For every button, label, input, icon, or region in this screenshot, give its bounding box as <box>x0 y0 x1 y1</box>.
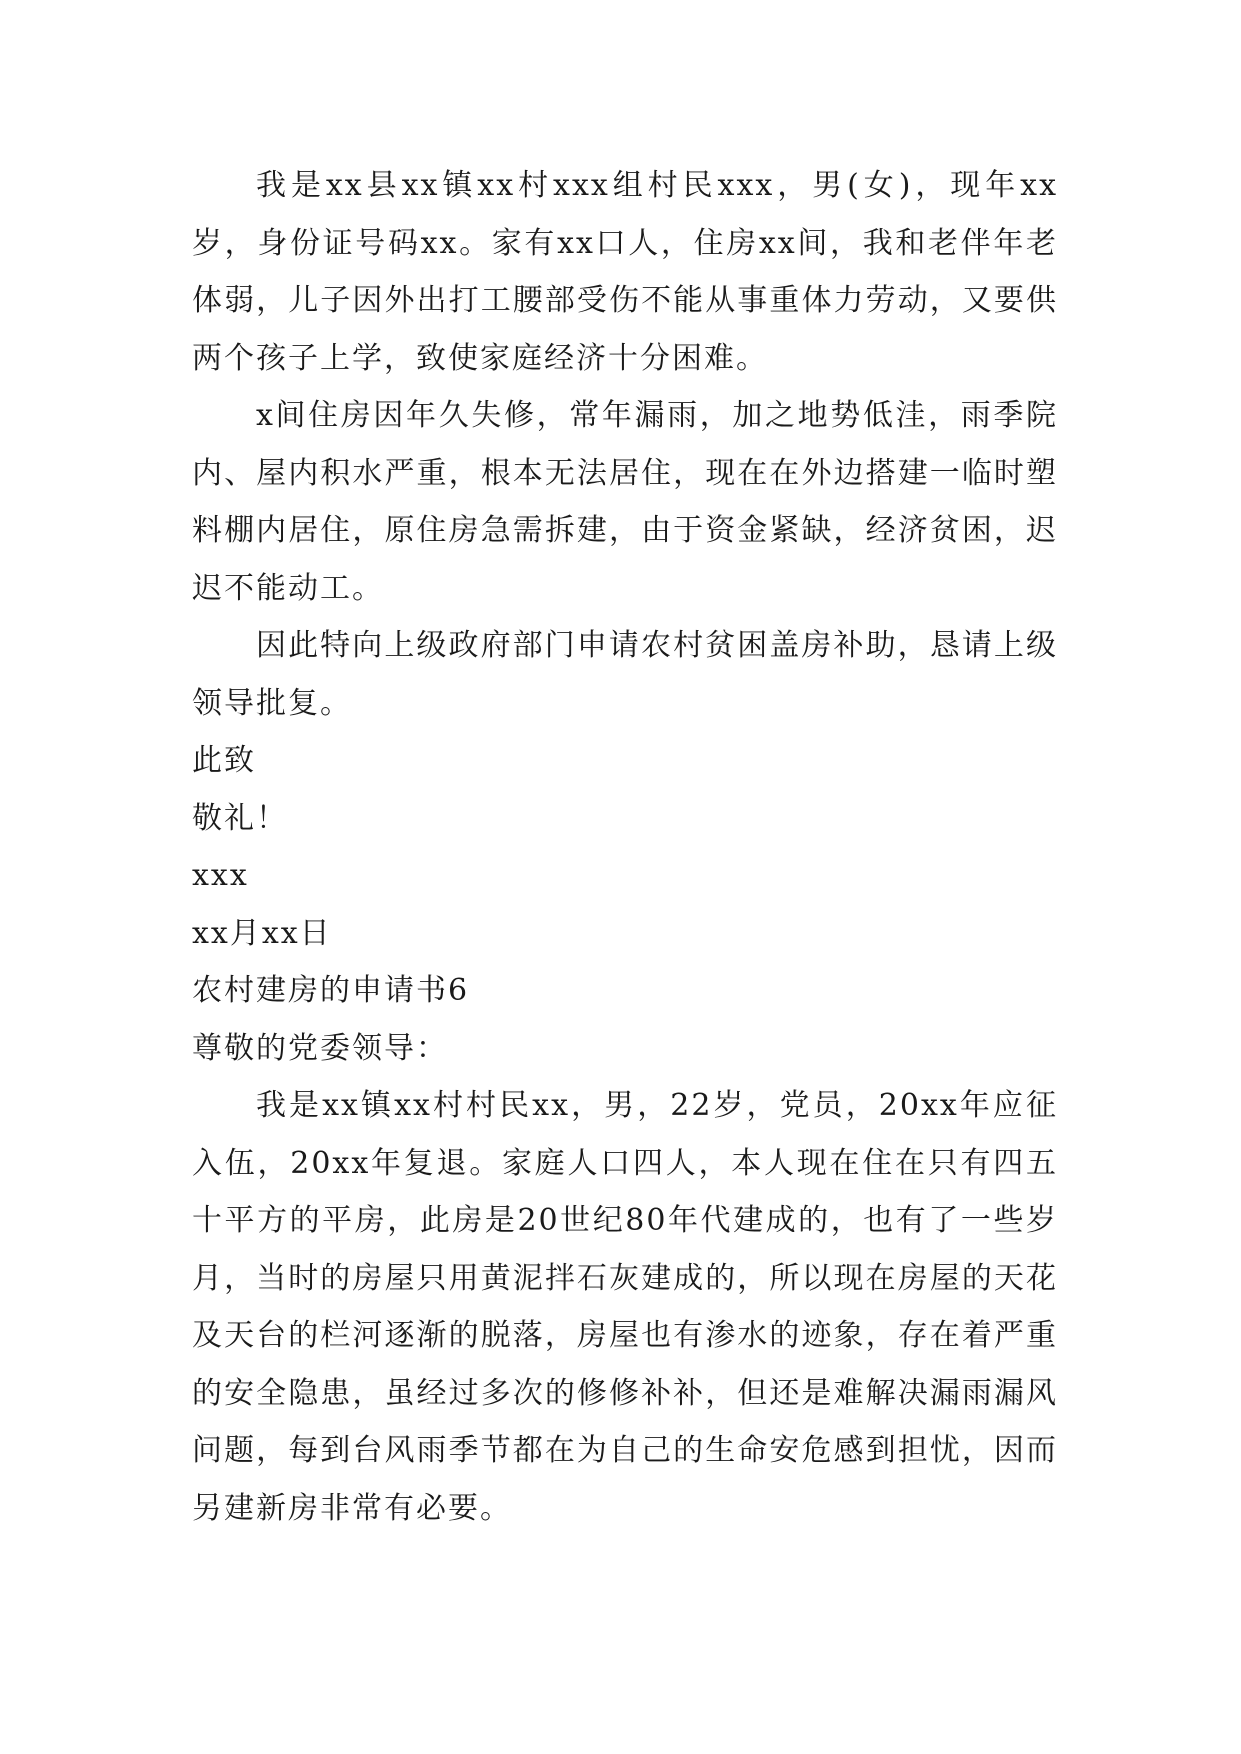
paragraph: 因此特向上级政府部门申请农村贫困盖房补助，恳请上级领导批复。 <box>192 628 1058 721</box>
paragraph: 我是xx镇xx村村民xx，男，22岁，党员，20xx年应征入伍，20xx年复退。家庭人口四人，本人现在住在只有四五十平方的平房，此房是20世纪80年代建成的，也有了一些岁月，当时的房屋只用黄泥拌石灰建成的，所以现在房屋的天花及天台的栏河逐渐的脱落，房屋也有渗水的迹象，存在着严重的安全隐患，虽经过多次的修修补补，但还是难解决漏雨漏风问题，每到台风雨季节都在为自己的生命安危感到担忧，因而另建新房非常有必要。 <box>192 1088 1058 1526</box>
salutation: 尊敬的党委领导： <box>192 1030 448 1066</box>
paragraph: 我是xx县xx镇xx村xxx组村民xxx，男(女)，现年xx岁，身份证号码xx。家有xx口人，住房xx间，我和老伴年老体弱，儿子因外出打工腰部受伤不能从事重体力劳动，又要供两个孩子上学，致使家庭经济十分困难。 <box>192 168 1058 376</box>
closing-salute: 敬礼！ <box>192 800 288 836</box>
signature-name: xxx <box>192 858 249 893</box>
document-body <box>192 157 1058 1537</box>
section-title: 农村建房的申请书6 <box>192 973 470 1008</box>
paragraph: x间住房因年久失修，常年漏雨，加之地势低洼，雨季院内、屋内积水严重，根本无法居住，现在在外边搭建一临时塑料棚内居住，原住房急需拆建，由于资金紧缺，经济贫困，迟迟不能动工。 <box>192 398 1058 606</box>
signature-date: xx月xx日 <box>192 915 332 951</box>
closing-line: 此致 <box>192 743 256 778</box>
